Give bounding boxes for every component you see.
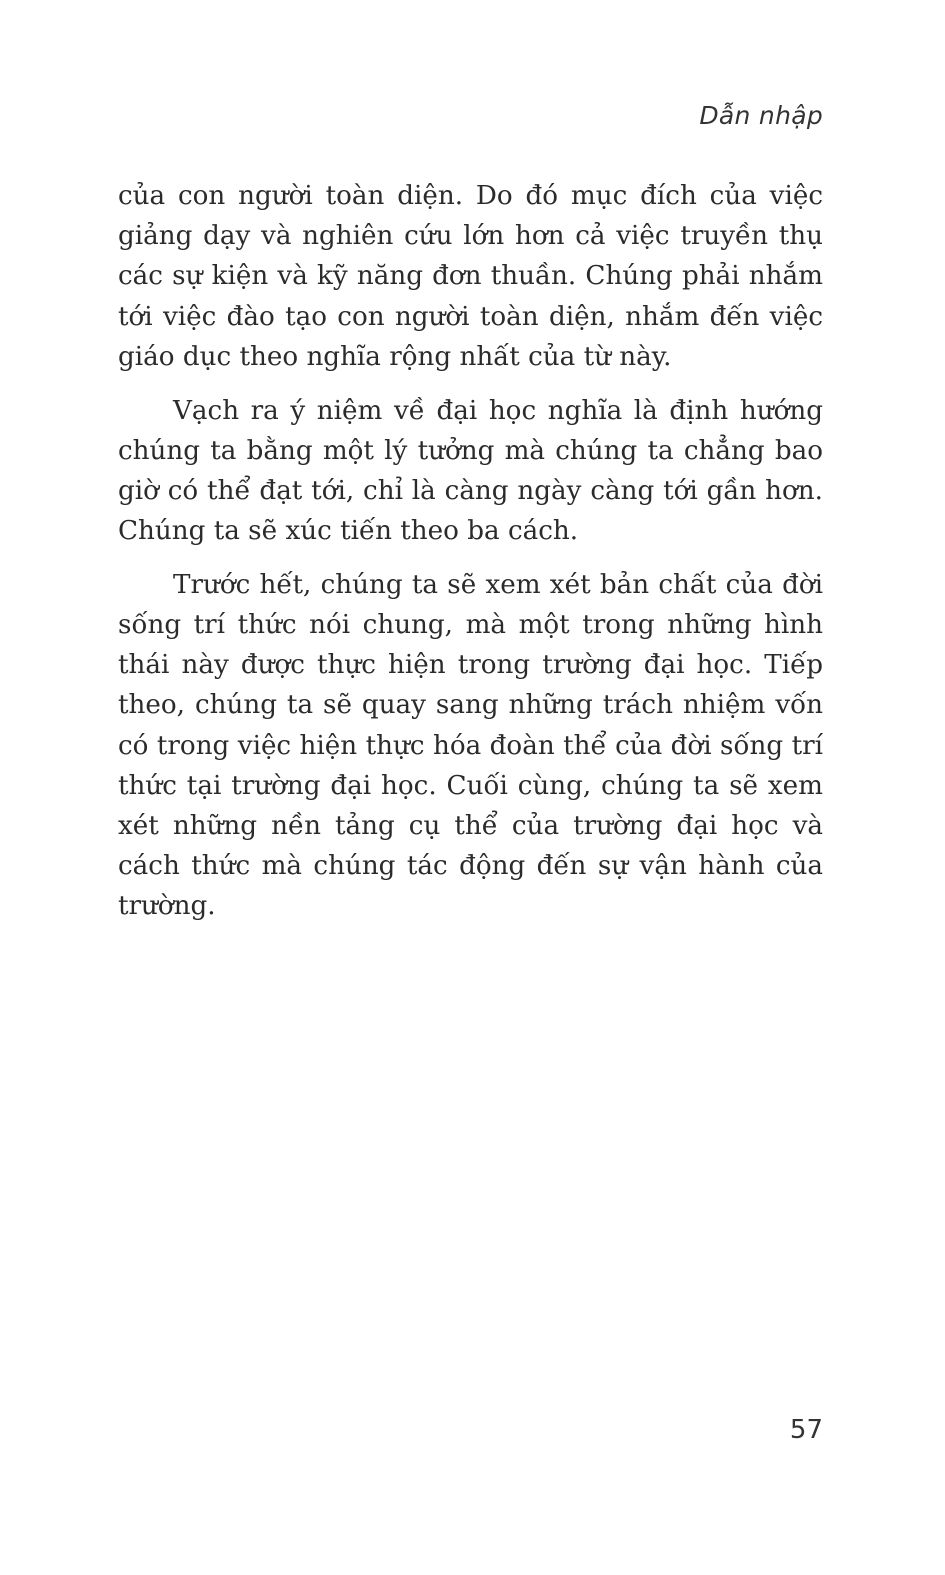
paragraph-ideal: Vạch ra ý niệm về đại học nghĩa là định hướng chúng ta bằng một lý tưởng mà chúng ta chẳng bao giờ có thể đạt tới, chỉ là càng ngày càng tới gần hơn. Chúng ta sẽ xúc tiến theo ba cách.: [118, 395, 823, 547]
body-text: [118, 176, 823, 940]
page-number: 57: [789, 1415, 823, 1445]
running-header: Dẫn nhập: [699, 101, 823, 130]
paragraph-outline: Trước hết, chúng ta sẽ xem xét bản chất của đời sống trí thức nói chung, mà một trong những hình thái này được thực hiện trong trường đại học. Tiếp theo, chúng ta sẽ quay sang những trách nhiệm vốn có trong việc hiện thực hóa đoàn thể của đời sống trí thức tại trường đại học. Cuối cùng, chúng ta sẽ xem xét những nền tảng cụ thể của trường đại học và cách thức mà chúng tác động đến sự vận hành của trường.: [118, 569, 823, 922]
paragraph-continuation: của con người toàn diện. Do đó mục đích của việc giảng dạy và nghiên cứu lớn hơn cả việc truyền thụ các sự kiện và kỹ năng đơn thuần. Chúng phải nhắm tới việc đào tạo con người toàn diện, nhắm đến việc giáo dục theo nghĩa rộng nhất của từ này.: [118, 181, 823, 372]
